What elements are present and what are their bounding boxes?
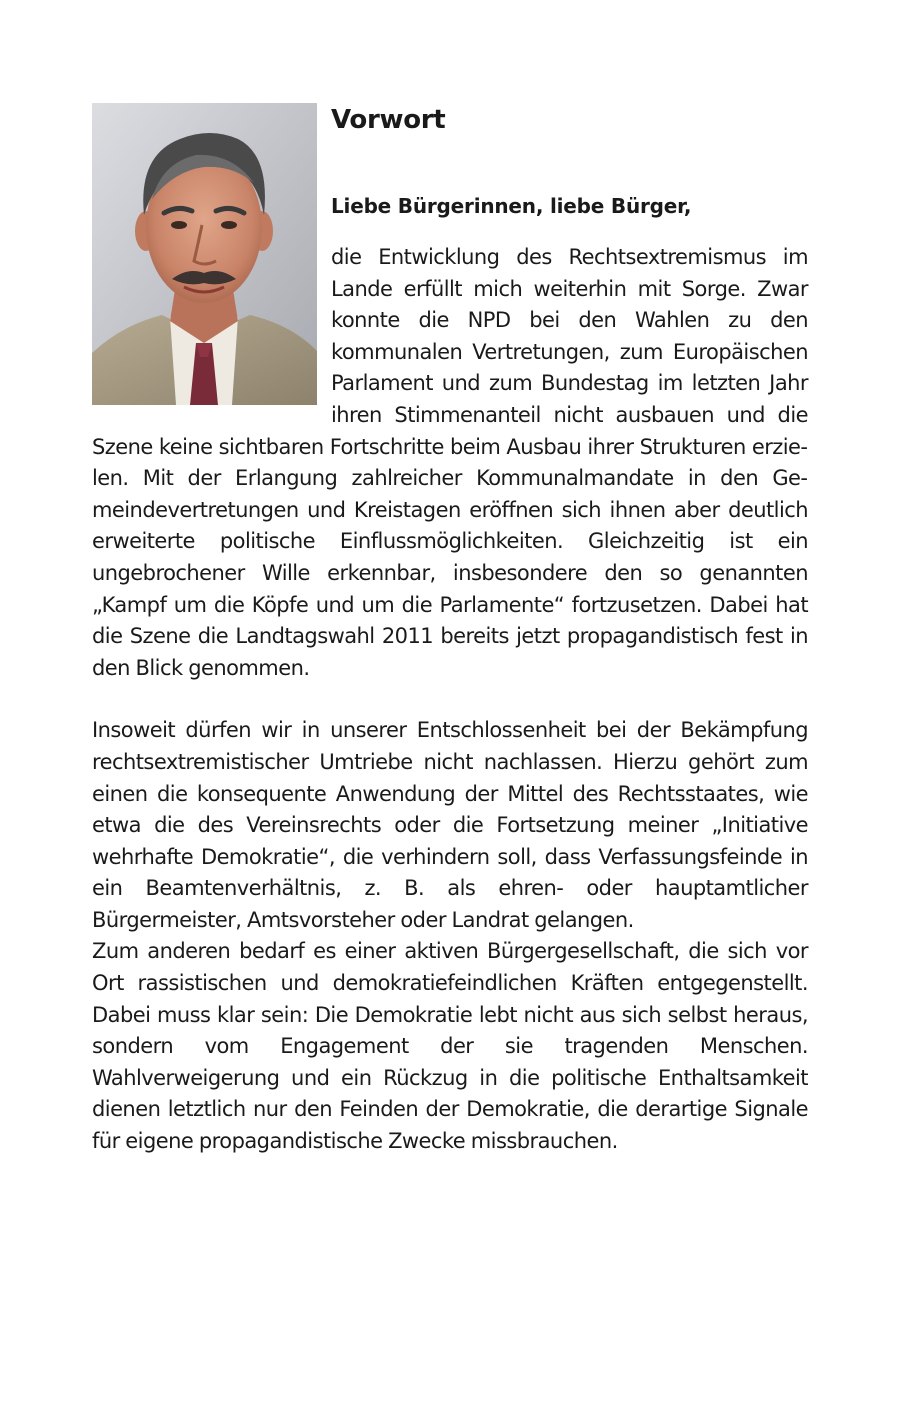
- salutation: Liebe Bürgerinnen, liebe Bürger,: [331, 194, 692, 218]
- body-paragraph-2: Insoweit dürfen wir in unserer Entschlossenheit bei der Bekämpfung rechtsextremistischer Umtriebe nicht nachlassen. Hierzu gehört zum einen die konsequente Anwendung der Mittel des Rechtsstaates, wie etwa die des Vereinsrechts oder die Fortsetzung meiner „Initiative wehrhafte Demokratie“, die verhindern soll, dass Verfassungsfeinde in ein Beamtenverhältnis, z. B. als ehren- oder hauptamtlicher Bürgermeister, Amtsvorsteher oder Landrat gelangen.: [92, 718, 808, 932]
- page-title: Vorwort: [331, 105, 446, 135]
- body-paragraph-1: die Entwicklung des Rechtsextremismus im Lande erfüllt mich weiterhin mit Sorge. Zwar konnte die NPD bei den Wahlen zu den kommunalen Vertretungen, zum Europäischen Parlament und zum Bundestag im letzten Jahr ihren Stimmenanteil nicht ausbauen und die Szene keine sichtbaren Fortschritte beim Ausbau ihrer Strukturen erzielen. Mit der Erlangung zahlreicher Kommunalmandate in den Gemeindevertretungen und Kreistagen eröffnen sich ihnen aber deutlich erweiterte politische Einflussmöglichkeiten. Gleichzeitig ist ein ungebrochener Wille erkennbar, insbesondere den so genannten „Kampf um die Köpfe und um die Parlamente“ fortzusetzen. Dabei hat die Szene die Landtagswahl 2011 bereits jetzt propagandistisch fest in den Blick genommen.: [92, 245, 808, 680]
- body-paragraph-3: Zum anderen bedarf es einer aktiven Bürgergesellschaft, die sich vor Ort rassistischen und demokratiefeindlichen Kräften entgegenstellt. Dabei muss klar sein: Die Demokratie lebt nicht aus sich selbst heraus, sondern vom Engagement der sie tragenden Menschen. Wahlverweigerung und ein Rückzug in die politische Enthaltsamkeit dienen letztlich nur den Feinden der Demokratie, die derartige Signale für eigene propagandistische Zwecke missbrauchen.: [92, 939, 808, 1154]
- document-page: [92, 100, 808, 1158]
- portrait-image: [92, 103, 317, 405]
- author-portrait: [92, 103, 317, 405]
